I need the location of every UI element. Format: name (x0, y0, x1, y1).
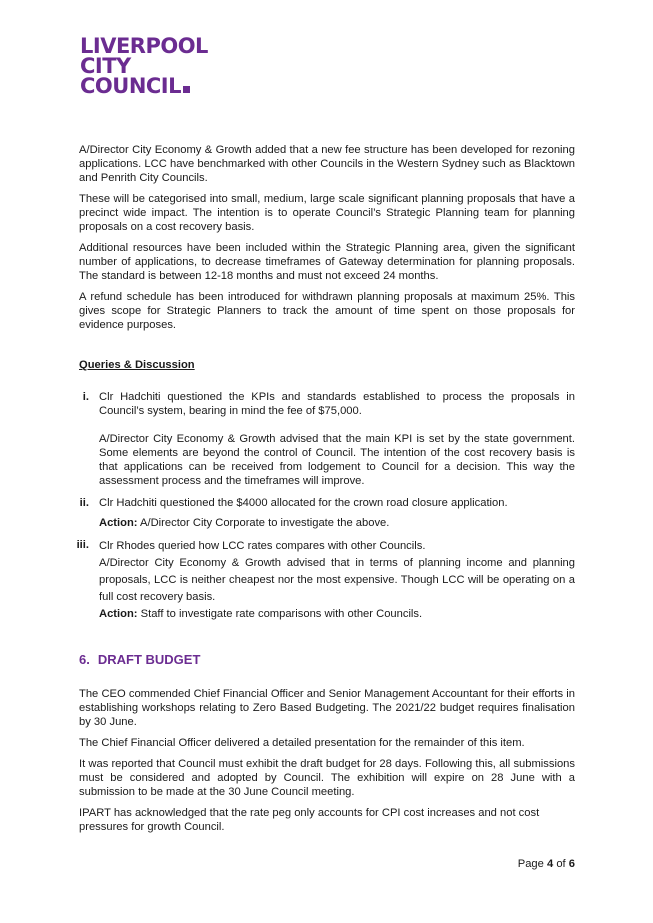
section-heading (79, 653, 575, 667)
intro-paragraph: Additional resources have been included within the Strategic Planning area, given the significant number of applications, to decrease timeframes of Gateway determination for planning proposals. The standard is between 12-18 months and must not exceed 24 months. (79, 242, 575, 282)
page-word: Page (517, 858, 547, 870)
budget-paragraph: The Chief Financial Officer delivered a detailed presentation for the remainder of this item. (79, 737, 525, 749)
budget-paragraph: The CEO commended Chief Financial Officer and Senior Management Accountant for their efforts in establishing workshops relating to Zero Based Budgeting. The 2021/22 budget requires finalisation by 30 June. (79, 688, 575, 728)
query-item (79, 496, 575, 530)
query-number: iii. (76, 539, 89, 551)
council-logo (80, 36, 208, 96)
intro-paragraph: A refund schedule has been introduced for withdrawn planning proposals at maximum 25%. This gives scope for Strategic Planners to track the amount of time spent on those proposals for evidence purposes. (79, 291, 575, 331)
action-label: Action: (99, 517, 138, 529)
logo-line-3-text: COUNCIL (80, 74, 181, 98)
of-word: of (553, 858, 569, 870)
query-number: i. (82, 391, 89, 403)
document-body (76, 143, 575, 841)
intro-paragraph: These will be categorised into small, medium, large scale significant planning proposals that have a precinct wide impact. The intention is to operate Council’s Strategic Planning team for planning proposals on a cost recovery basis. (79, 193, 575, 233)
query-action (99, 606, 575, 623)
section-title: DRAFT BUDGET (97, 652, 201, 667)
query-response: A/Director City Economy & Growth advised that in terms of planning income and planning proposals, LCC is neither cheapest nor the most expensive. Though LCC will be operating on a full cost recovery basis. (99, 557, 575, 603)
intro-paragraph: A/Director City Economy & Growth added that a new fee structure has been developed for rezoning applications. LCC have benchmarked with other Councils in the Western Sydney such as Blacktown and Penrith City Councils. (79, 144, 575, 184)
action-label: Action: (99, 608, 138, 620)
query-action (99, 516, 575, 530)
page-footer (518, 858, 575, 870)
page-total: 6 (568, 858, 575, 870)
logo-dot-icon (183, 86, 190, 93)
section-number: 6. (79, 652, 90, 667)
budget-paragraph: It was reported that Council must exhibit the draft budget for 28 days. Following this, all submissions must be considered and adopted by Council. The exhibition will expire on 28 June with a submission to be made at the 30 June Council meeting. (79, 758, 575, 798)
page-number: 4 (546, 858, 554, 870)
query-item (76, 538, 575, 623)
query-number: ii. (79, 497, 89, 509)
query-response: A/Director City Economy & Growth advised that the main KPI is set by the state government. Some elements are beyond the control of Council. The intention of the cost recovery basis is that applications can be received from lodgement to Council for a decision. This way the assessment process and the timeframes will improve. (99, 433, 575, 487)
action-text: A/Director City Corporate to investigate the above. (137, 517, 390, 529)
logo-line-2: CITY (80, 54, 131, 78)
logo-line-3 (80, 76, 208, 96)
query-text: Clr Hadchiti questioned the $4000 allocated for the crown road closure application. (99, 497, 508, 509)
query-item (79, 390, 575, 488)
logo-line-1: LIVERPOOL (80, 34, 208, 58)
query-text: Clr Hadchiti questioned the KPIs and standards established to process the proposals in Council’s system, bearing in mind the fee of $75,000. (99, 391, 575, 417)
query-text: Clr Rhodes queried how LCC rates compares with other Councils. (99, 540, 426, 552)
action-text: Staff to investigate rate comparisons with other Councils. (137, 608, 423, 620)
budget-paragraph: IPART has acknowledged that the rate peg only accounts for CPI cost increases and not cost pressures for growth Council. (79, 807, 540, 833)
queries-heading: Queries & Discussion (79, 359, 195, 371)
